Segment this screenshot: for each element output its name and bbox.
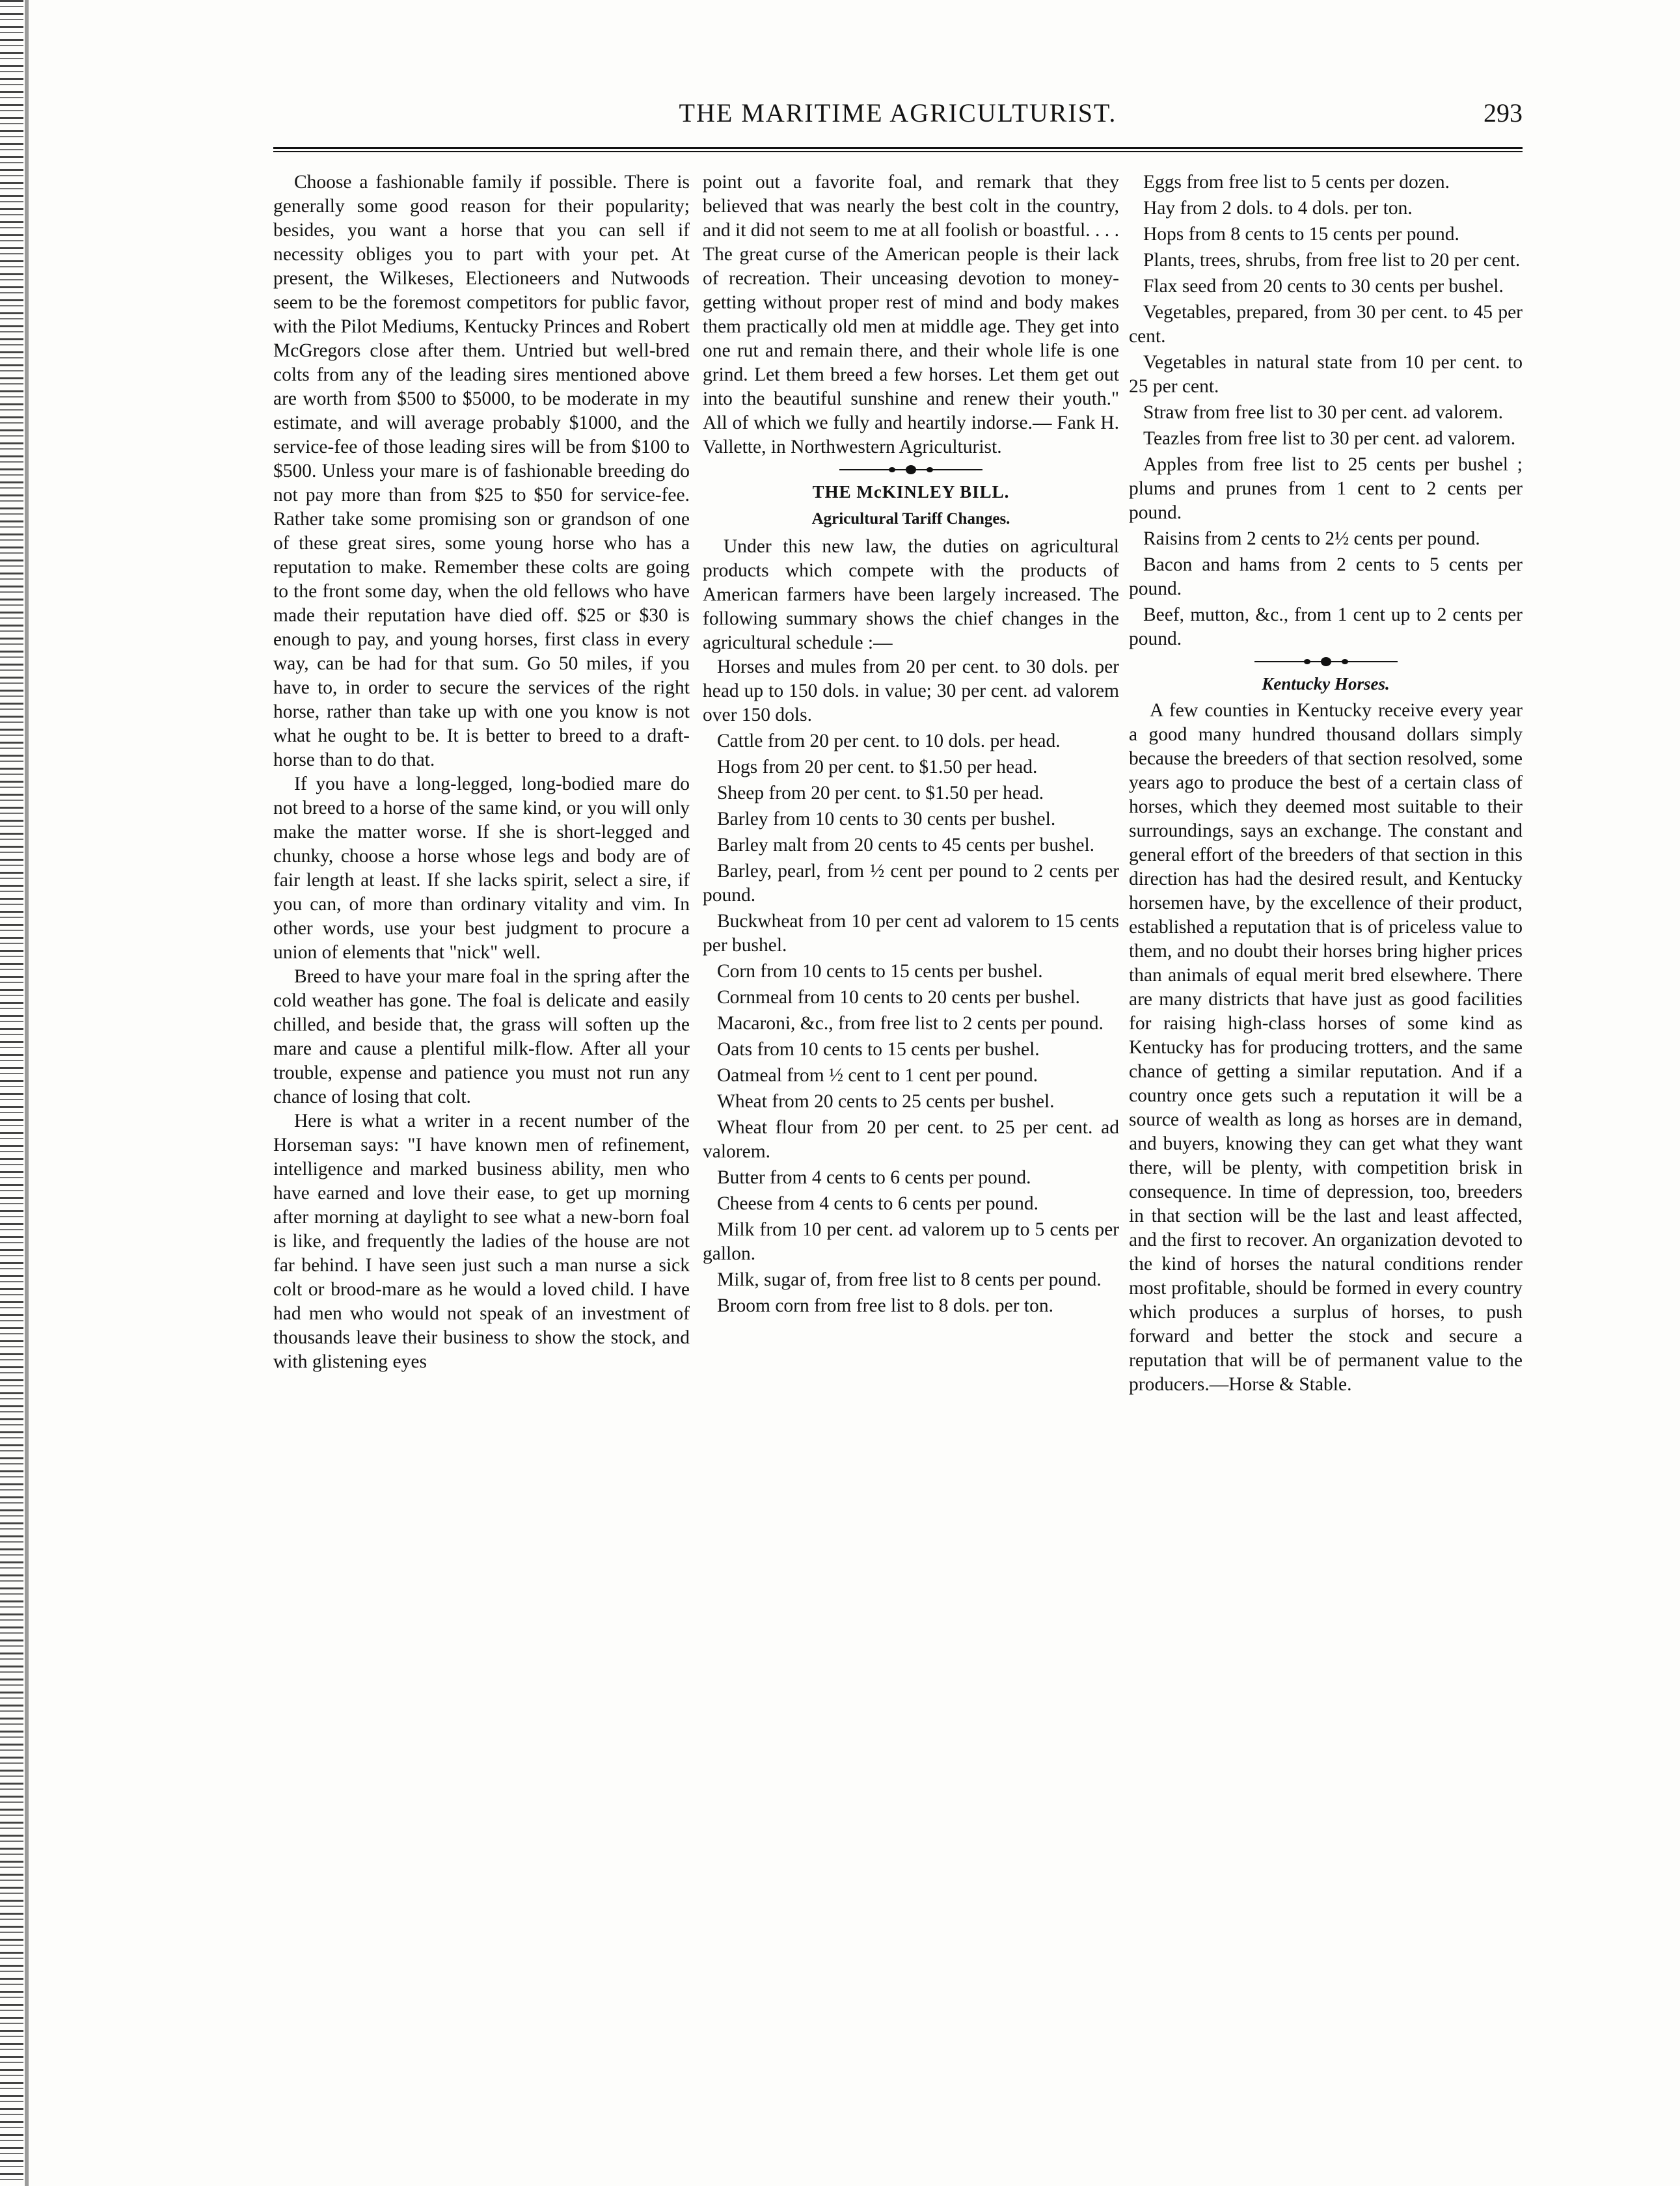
tariff-entry: Horses and mules from 20 per cent. to 30 dols. per head up to 150 dols. in value; 30 per cent. ad valorem over 150 dols. — [703, 656, 1119, 725]
tariff-entry: Vegetables in natural state from 10 per cent. to 25 per cent. — [1129, 352, 1523, 397]
article-subheading: Agricultural Tariff Changes. — [811, 510, 1010, 528]
tariff-entry: Oatmeal from ½ cent to 1 cent per pound. — [717, 1065, 1038, 1086]
tariff-entry: Cornmeal from 10 cents to 20 cents per bushel. — [717, 987, 1080, 1008]
tariff-entry: Macaroni, &c., from free list to 2 cents per pound. — [717, 1013, 1104, 1034]
book-binding-edge — [0, 0, 23, 2186]
tariff-entry: Wheat flour from 20 per cent. to 25 per cent. ad valorem. — [703, 1117, 1119, 1162]
tariff-entry: Vegetables, prepared, from 30 per cent. to 45 per cent. — [1129, 302, 1523, 347]
tariff-entry: Beef, mutton, &c., from 1 cent up to 2 cents per pound. — [1129, 604, 1523, 649]
article-heading: THE McKINLEY BILL. — [812, 482, 1010, 502]
tariff-entry: Hops from 8 cents to 15 cents per pound. — [1143, 224, 1459, 245]
tariff-entry: Hay from 2 dols. to 4 dols. per ton. — [1143, 198, 1413, 219]
paragraph: Choose a fashionable family if possible. There is generally some good reason for their popularity; besides, you want a horse that you can sell if necessity obliges you to part with your pet. At present, the Wilkeses, Electioneers and Nutwoods seem to be the foremost competitors for public favor, with the Pilot Mediums, Kentucky Princes and Robert McGregors close after them. Untried but well-bred colts from any of the leading sires mentioned above are worth from $500 to $5000, to be moderate in my estimate, and will average probably $1000, and the service-fee of those leading sires will be from $100 to $500. Unless your mare is of fashionable breeding do not pay more than from $25 to $50 for service-fee. Rather take some promising son or grandson of one of these great sires, some young horse who has a reputation to make. Remember these colts are going to the front some day, when the old fellows who have made their reputation have died off. $25 or $30 is enough to pay, and young horses, first class in every way, can be had for that sum. Go 50 miles, if you have to, in order to secure the services of the right horse, rather than take up with one you know is not what he ought to be. It is better to breed to a draft-horse than to do that. — [273, 172, 690, 770]
tariff-entry: Eggs from free list to 5 cents per dozen. — [1143, 172, 1450, 193]
tariff-entry: Sheep from 20 per cent. to $1.50 per head. — [717, 783, 1044, 803]
tariff-entry: Broom corn from free list to 8 dols. per ton. — [717, 1295, 1053, 1316]
tariff-entry: Barley from 10 cents to 30 cents per bushel. — [717, 809, 1056, 830]
running-header — [273, 98, 1523, 143]
header-double-rule — [273, 147, 1523, 152]
paragraph: If you have a long-legged, long-bodied mare do not breed to a horse of the same kind, or you will only make the matter worse. If she is short-legged and chunky, choose a horse whose legs and body are of fair length at least. If she lacks spirit, select a sire, if you can, of more than ordinary vitality and vim. In other words, use your best judgment to procure a union of elements that "nick" well. — [273, 774, 690, 963]
tariff-entry: Teazles from free list to 30 per cent. ad valorem. — [1143, 428, 1516, 449]
tariff-entry: Straw from free list to 30 per cent. ad valorem. — [1143, 402, 1503, 423]
column-2 — [703, 170, 1119, 2135]
column-1 — [273, 170, 690, 2135]
tariff-entry: Oats from 10 cents to 15 cents per bushel. — [717, 1039, 1040, 1060]
paragraph: A few counties in Kentucky receive every year a good many hundred thousand dollars simply because the breeders of that section resolved, some years ago to produce the best of a certain class of horses, which they deemed most suitable to their surroundings, says an exchange. The constant and general effort of the breeders of that section in this direction has had the desired result, and Kentucky horsemen have, by the excellence of their product, established a reputation that is of priceless value to them, and no doubt their horses bring higher prices than animals of equal merit bred elsewhere. There are many districts that have just as good facilities for raising high-class horses of some kind as Kentucky has for producing trotters, and the same chance of getting a similar reputation. And if a country once gets such a reputation it will be a source of wealth as long as horses are in demand, and buyers, knowing they can get what they want there, will be plenty, with competition brisk in consequence. In time of depression, too, breeders in that section will be the last and least affected, and the first to recover. An organization devoted to the kind of horses the natural conditions render most profitable, should be formed in every country which produces a surplus of horses, to push forward and better the stock and secure a reputation that will be of permanent value to the producers.—Horse & Stable. — [1129, 700, 1523, 1395]
section-divider — [1254, 655, 1398, 668]
paragraph: Breed to have your mare foal in the spring after the cold weather has gone. The foal is delicate and easily chilled, and beside that, the grass will soften up the mare and cause a plentiful milk-flow. After all your trouble, expense and patience you must not run any chance of losing that colt. — [273, 966, 690, 1107]
tariff-entry: Milk, sugar of, from free list to 8 cents per pound. — [717, 1269, 1102, 1290]
tariff-entry: Cheese from 4 cents to 6 cents per pound. — [717, 1193, 1038, 1214]
tariff-entry: Milk from 10 per cent. ad valorem up to 5 cents per gallon. — [703, 1219, 1119, 1264]
article-heading: Kentucky Horses. — [1262, 674, 1390, 694]
tariff-entry: Barley, pearl, from ½ cent per pound to 2 cents per pound. — [703, 861, 1119, 906]
tariff-entry: Raisins from 2 cents to 2½ cents per pound. — [1143, 528, 1480, 549]
tariff-entry: Hogs from 20 per cent. to $1.50 per head. — [717, 757, 1038, 777]
section-divider — [839, 463, 982, 476]
tariff-entry: Corn from 10 cents to 15 cents per bushel. — [717, 961, 1043, 982]
tariff-entry: Buckwheat from 10 per cent ad valorem to 15 cents per bushel. — [703, 911, 1119, 956]
journal-title: THE MARITIME AGRICULTURIST. — [679, 98, 1117, 128]
column-3 — [1129, 170, 1523, 2135]
tariff-entry: Butter from 4 cents to 6 cents per pound. — [717, 1167, 1031, 1188]
tariff-entry: Wheat from 20 cents to 25 cents per bushel. — [717, 1091, 1055, 1112]
tariff-entry: Apples from free list to 25 cents per bushel ; plums and prunes from 1 cent to 2 cents per pound. — [1129, 454, 1523, 523]
page-gutter-shadow — [25, 0, 29, 2186]
tariff-entry: Barley malt from 20 cents to 45 cents per bushel. — [717, 835, 1095, 856]
paragraph-continuation: point out a favorite foal, and remark that they believed that was nearly the best colt in the country, and it did not seem to me at all foolish or boastful. . . . The great curse of the American people is their lack of recreation. Their unceasing devotion to money-getting without proper rest of mind and body makes them practically old men at middle age. They get into one rut and remain there, and their whole life is one grind. Let them breed a few horses. Let them get out into the beautiful sunshine and renew their youth." All of which we fully and heartily indorse.— Fank H. Vallette, in Northwestern Agriculturist. — [703, 172, 1119, 457]
tariff-entry: Plants, trees, shrubs, from free list to 20 per cent. — [1143, 250, 1521, 271]
paragraph: Here is what a writer in a recent number of the Horseman says: "I have known men of refinement, intelligence and marked business ability, men who have earned and love their ease, to get up morning after morning at daylight to see what a new-born foal is like, and frequently the ladies of the house are not far behind. I have seen just such a man nurse a sick colt or brood-mare as he would a loved child. I have had men who would not speak of an investment of thousands leave their business to show the stock, and with glistening eyes — [273, 1111, 690, 1372]
page-number: 293 — [1484, 98, 1523, 128]
tariff-entry: Cattle from 20 per cent. to 10 dols. per head. — [717, 731, 1061, 751]
tariff-entry: Flax seed from 20 cents to 30 cents per bushel. — [1143, 276, 1504, 297]
tariff-entry: Bacon and hams from 2 cents to 5 cents per pound. — [1129, 554, 1523, 599]
paragraph: Under this new law, the duties on agricultural products which compete with the products of American farmers have been largely increased. The following summary shows the chief changes in the agricultural schedule :— — [703, 536, 1119, 653]
